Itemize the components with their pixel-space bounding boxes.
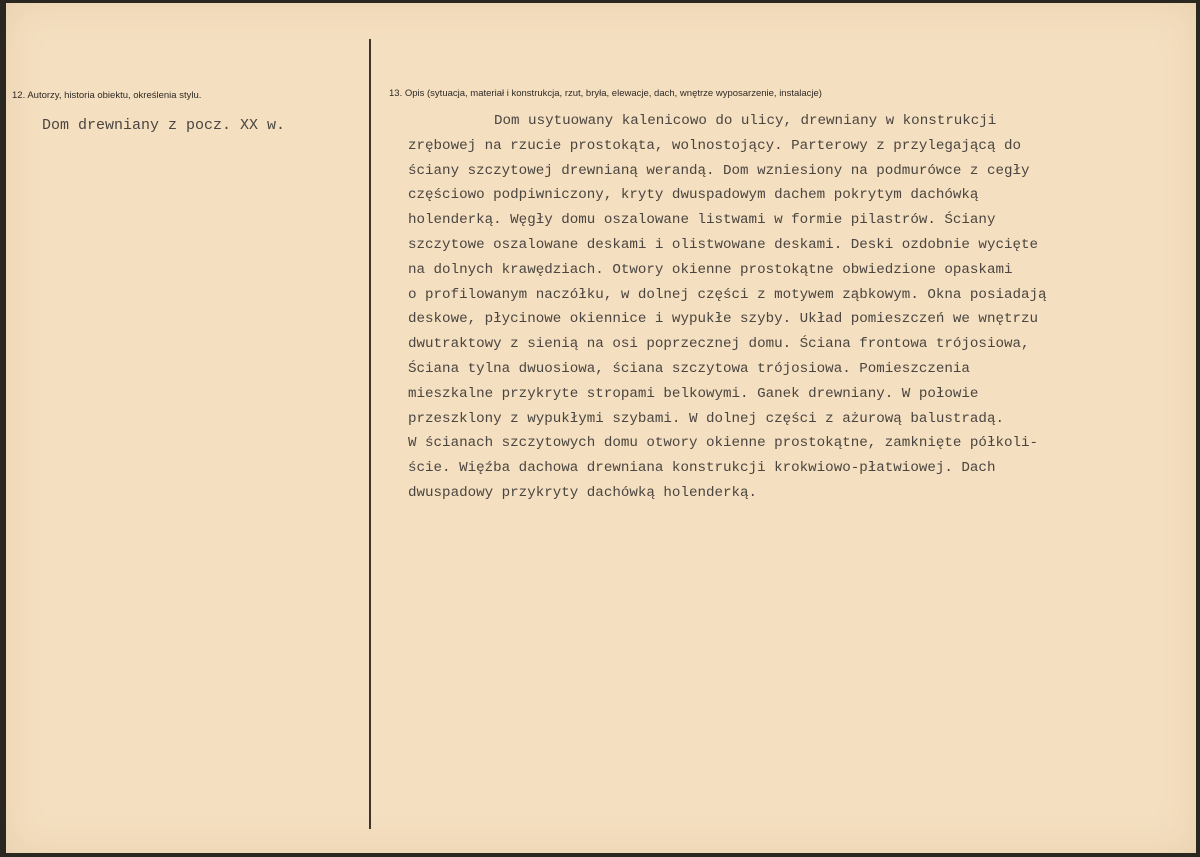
description-line: zrębowej na rzucie prostokąta, wolnostojący. Parterowy z przylegającą do [408,137,1021,154]
column-divider [369,39,371,829]
description-line: Dom usytuowany kalenicowo do ulicy, drewniany w konstrukcji [494,113,997,129]
description-line: Ściana tylna dwuosiowa, ściana szczytowa trójosiowa. Pomieszczenia [408,360,970,377]
record-card [6,3,1196,853]
description-line: ściany szczytowej drewnianą werandą. Dom wzniesiony na podmurówce z cegły [408,162,1030,179]
description-line: ście. Więźba dachowa drewniana konstrukcji krokwiowo-płatwiowej. Dach [408,460,996,477]
description-line: holenderką. Węgły domu oszalowane listwami w formie pilastrów. Ściany [408,212,996,229]
description-line: W ścianach szczytowych domu otwory okienne prostokątne, zamknięte półkoli- [408,435,1039,452]
description-line: dwutraktowy z sienią na osi poprzecznej domu. Ściana frontowa trójosiowa, [408,336,1030,353]
section-12-label: 12. Autorzy, historia obiektu, określenia stylu. [12,90,202,101]
description-line: mieszkalne przykryte stropami belkowymi. Ganek drewniany. W połowie [408,385,979,402]
description-line: przeszklony z wypukłymi szybami. W dolnej części z ażurową balustradą. [408,410,1004,427]
description-line: szczytowe oszalowane deskami i olistwowane deskami. Deski ozdobnie wycięte [408,236,1039,253]
section-13-description [408,109,1047,506]
section-13-label: 13. Opis (sytuacja, materiał i konstrukcja, rzut, bryła, elewacje, dach, wnętrze wyposarzenie, instalacje) [389,88,822,99]
description-line: na dolnych krawędziach. Otwory okienne prostokątne obwiedzione opaskami [408,261,1013,278]
description-line: dwuspadowy przykryty dachówką holenderką. [408,484,758,501]
section-12-value: Dom drewniany z pocz. XX w. [42,117,286,134]
description-line: o profilowanym naczółku, w dolnej części z motywem ząbkowym. Okna posiadają [408,286,1047,303]
description-line: częściowo podpiwniczony, kryty dwuspadowym dachem pokrytym dachówką [408,187,979,204]
description-line: deskowe, płycinowe okiennice i wypukłe szyby. Układ pomieszczeń we wnętrzu [408,311,1039,328]
